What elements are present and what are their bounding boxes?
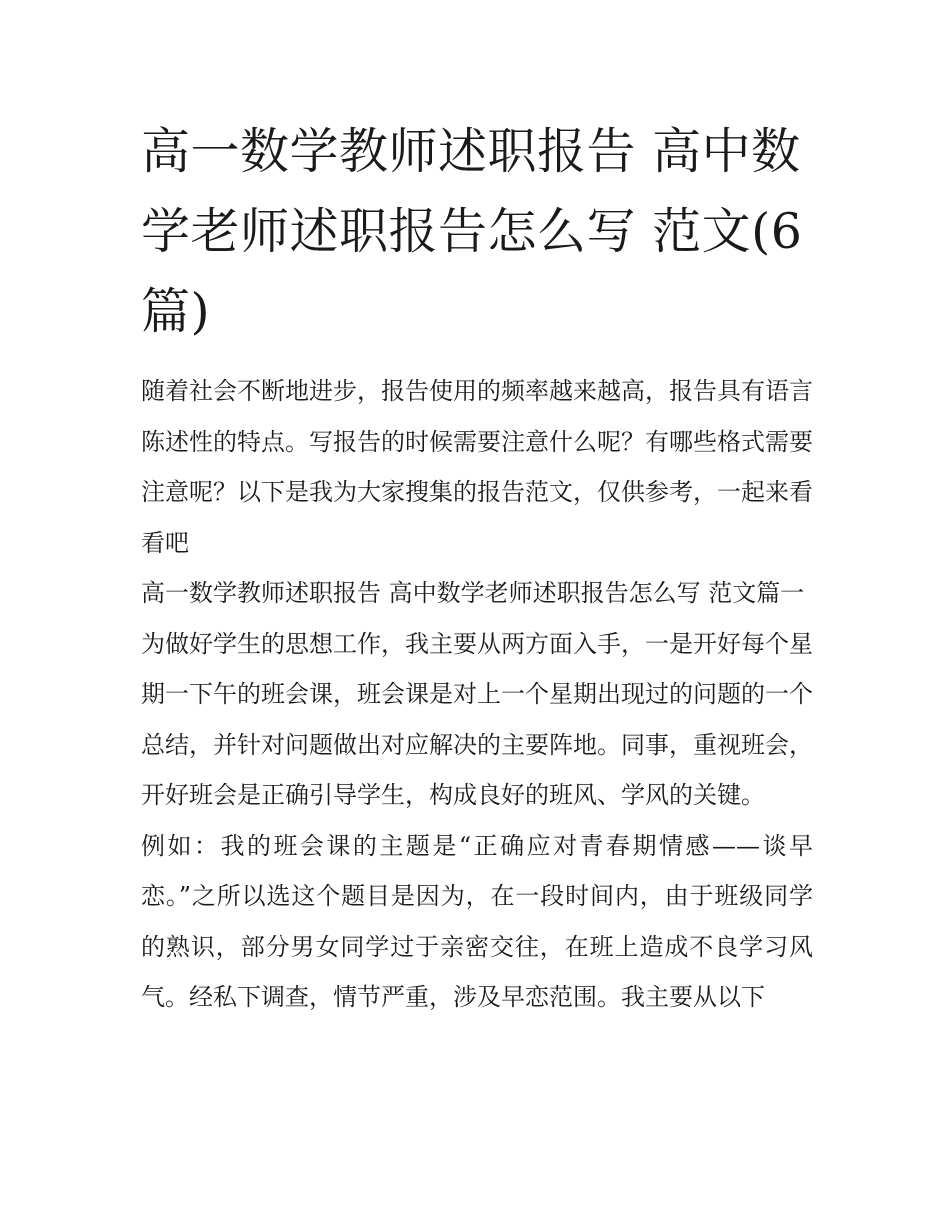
document-title: 高一数学教师述职报告 高中数学老师述职报告怎么写 范文(6篇)	[141, 123, 803, 340]
intro-paragraph: 随着社会不断地进步，报告使用的频率越来越高，报告具有语言陈述性的特点。写报告的时候需要注意什么呢？有哪些格式需要注意呢？以下是我为大家搜集的报告范文，仅供参考，一起来看看吧	[141, 377, 813, 557]
document-body	[141, 366, 813, 1023]
body-paragraph: 为做好学生的思想工作，我主要从两方面入手，一是开好每个星期一下午的班会课，班会课是对上一个星期出现过的问题的一个总结，并针对问题做出对应解决的主要阵地。同事，重视班会，开好班会是正确引导学生，构成良好的班风、学风的关键。	[141, 629, 813, 809]
document-page	[141, 112, 813, 1023]
body-paragraph: 例如：我的班会课的主题是“正确应对青春期情感——谈早恋。”之所以选这个题目是因为，在一段时间内，由于班级同学的熟识，部分男女同学过于亲密交往，在班上造成不良学习风气。经私下调查，情节严重，涉及早恋范围。我主要从以下	[141, 831, 813, 1011]
section-heading: 高一数学教师述职报告 高中数学老师述职报告怎么写 范文篇一	[141, 579, 805, 607]
